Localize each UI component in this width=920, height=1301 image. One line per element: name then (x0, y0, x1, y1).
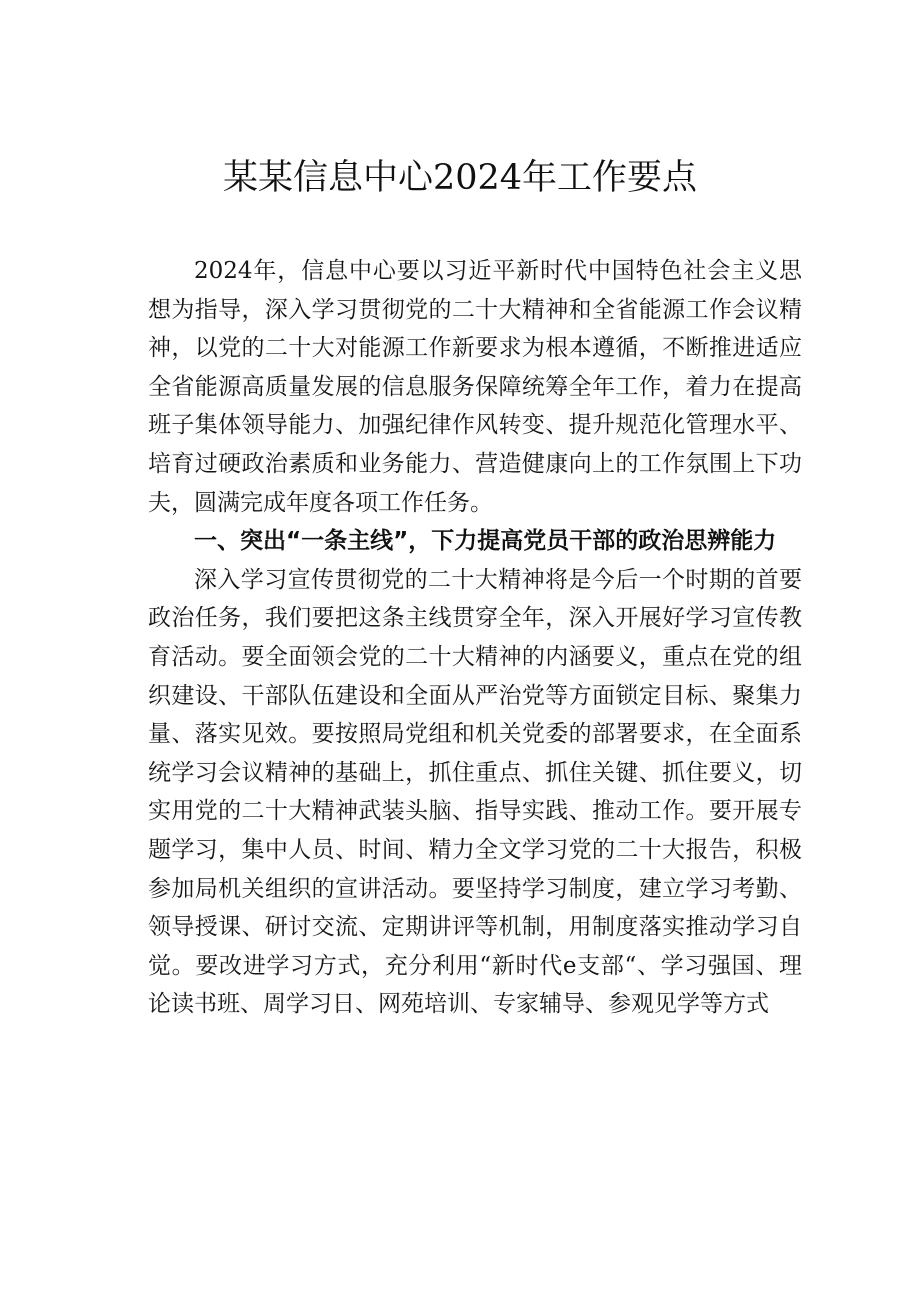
intro-paragraph: 2024年，信息中心要以习近平新时代中国特色社会主义思想为指导，深入学习贯彻党的二十大精神和全省能源工作会议精神，以党的二十大对能源工作新要求为根本遵循，不断推进适应全省能源高质量发展的信息服务保障统筹全年工作，着力在提高班子集体领导能力、加强纪律作风转变、提升规范化管理水平、培育过硬政治素质和业务能力、营造健康向上的工作氛围上下功夫，圆满完成年度各项工作任务。 (148, 258, 802, 516)
document-body (148, 252, 802, 1024)
document-title: 某某信息中心2024年工作要点 (222, 158, 698, 198)
section-paragraph: 深入学习宣传贯彻党的二十大精神将是今后一个时期的首要政治任务，我们要把这条主线贯穿全年，深入开展好学习宣传教育活动。要全面领会党的二十大精神的内涵要义，重点在党的组织建设、干部队伍建设和全面从严治党等方面锁定目标、聚集力量、落实见效。要按照局党组和机关党委的部署要求，在全面系统学习会议精神的基础上，抓住重点、抓住关键、抓住要义，切实用党的二十大精神武装头脑、指导实践、推动工作。要开展专题学习，集中人员、时间、精力全文学习党的二十大报告，积极参加局机关组织的宣讲活动。要坚持学习制度，建立学习考勤、领导授课、研讨交流、定期讲评等机制，用制度落实推动学习自觉。要改进学习方式，充分利用“新时代e支部“、学习强国、理论读书班、周学习日、网苑培训、专家辅导、参观见学等方式 (148, 566, 802, 1018)
section-heading: 一、突出“一条主线”，下力提高党员干部的政治思辨能力 (194, 528, 777, 555)
